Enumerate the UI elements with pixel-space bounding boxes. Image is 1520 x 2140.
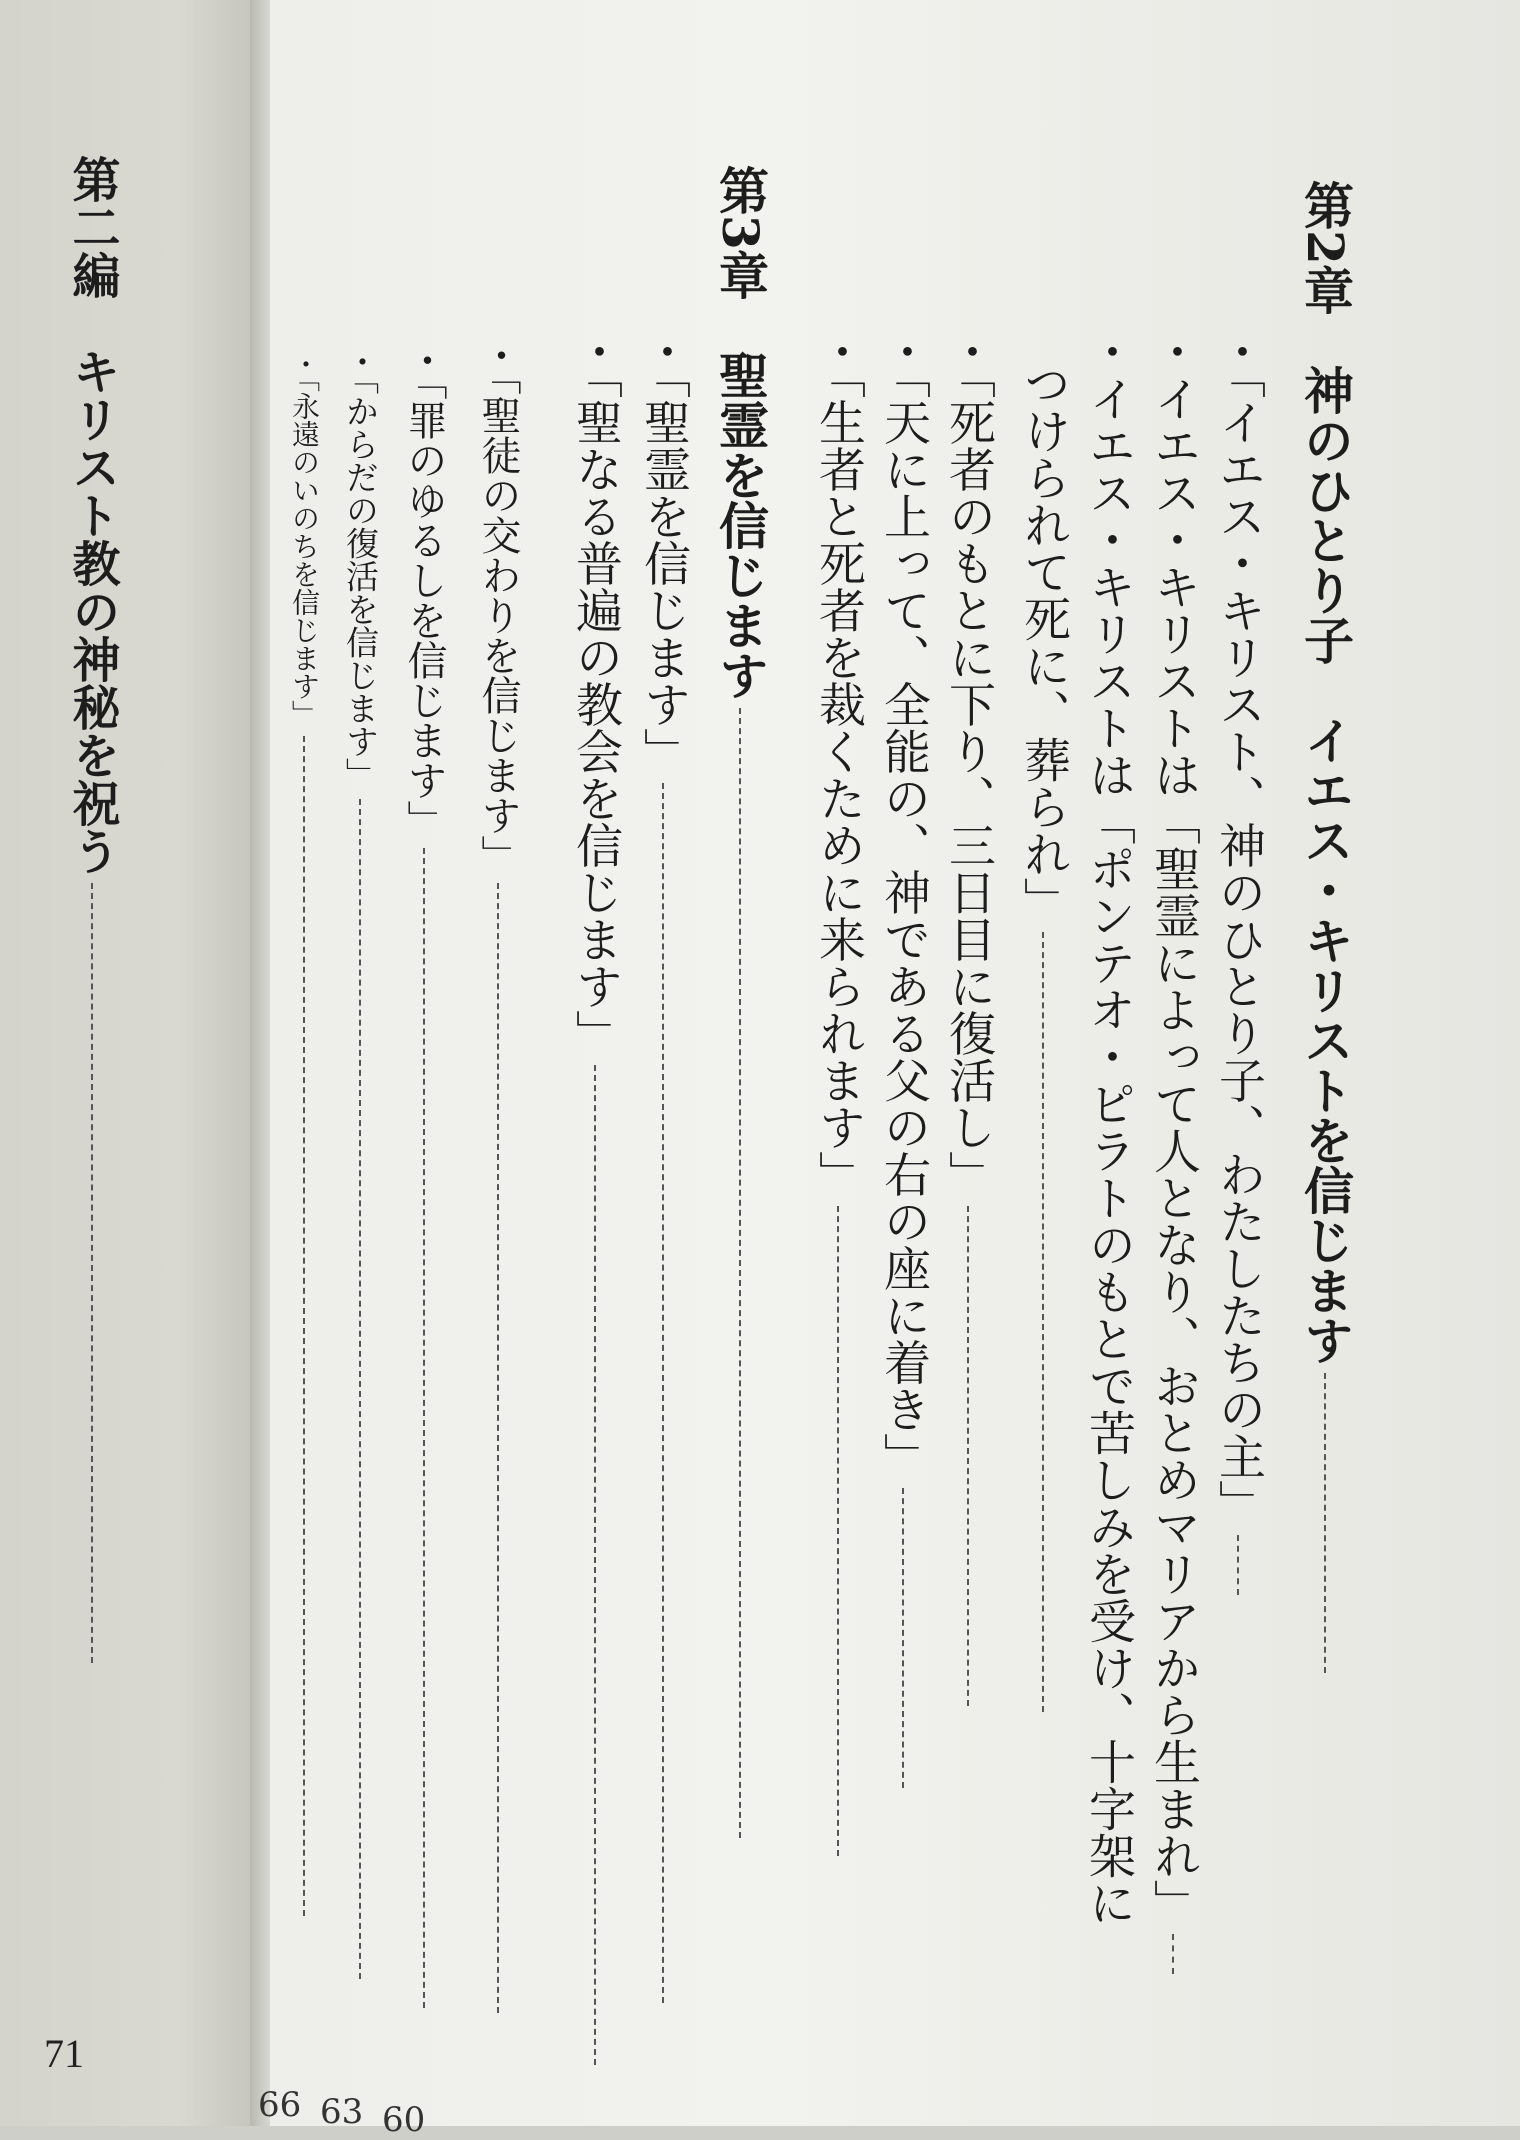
toc-entry: ・「聖徒の交わりを信じます」: [478, 335, 518, 2013]
left-page: [0, 0, 255, 2126]
toc-entry: ・「永遠のいのちを信じます」: [290, 350, 318, 1916]
page-ref: 63: [320, 2092, 364, 2132]
part-heading: 第二編 キリスト教の神秘を祝う: [68, 155, 116, 1663]
toc-entry: ・「生者と死者を裁くために来られます」: [815, 328, 862, 1856]
toc-entry: ・「天に上って、全能の、神である父の右の座に着き」: [880, 328, 927, 1788]
toc-entry: ・イエス・キリストは「ポンテオ・ピラトのもとで苦しみを受け、十字架に: [1081, 328, 1136, 1926]
toc-entry: ・「からだの復活を信じます」: [344, 345, 377, 1979]
toc-entry: つけられて死に、葬られ」: [1020, 360, 1067, 1712]
chapter2-heading: 第2章 神のひとり子 イエス・キリストを信じます: [1300, 180, 1350, 1673]
toc-entry: ・「聖霊を信じます」: [640, 328, 687, 2003]
toc-entry: ・「聖なる普遍の教会を信じます」: [572, 328, 619, 2065]
folio-page-number: 71: [44, 2031, 84, 2076]
toc-entry: ・「死者のもとに下り、三日目に復活し」: [945, 328, 992, 1706]
page-ref: 60: [382, 2100, 426, 2140]
toc-entry: ・イエス・キリストは「聖霊によって人となり、おとめマリアから生まれ」: [1150, 328, 1197, 1974]
toc-entry: ・「罪のゆるしを信じます」: [404, 340, 444, 2008]
page-ref: 66: [258, 2085, 302, 2125]
chapter3-heading: 第3章 聖霊を信じます: [715, 165, 765, 1838]
toc-entry: ・「イエス・キリスト、神のひとり子、わたしたちの主」: [1215, 328, 1262, 1595]
